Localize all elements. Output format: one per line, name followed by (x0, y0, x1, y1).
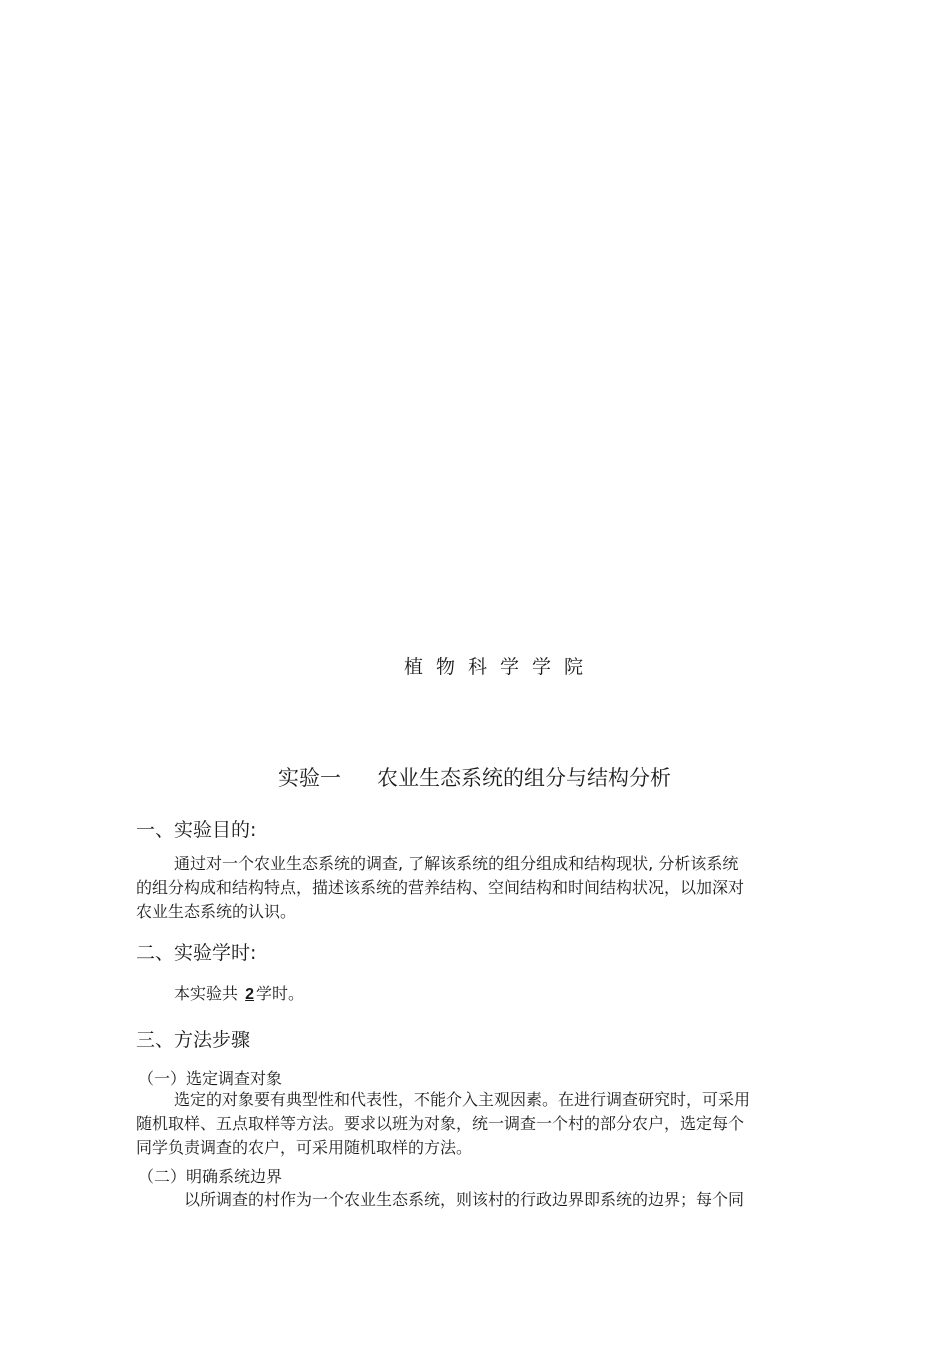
step1-line-3: 同学负责调查的农户，可采用随机取样的方法。 (136, 1138, 473, 1157)
hours-suffix: 学时。 (256, 984, 305, 1003)
hours-line (174, 982, 304, 1007)
objective-line-2: 的组分构成和结构特点，描述该系统的营养结构、空间结构和时间结构状况，以加深对 (136, 878, 745, 897)
section-heading-methods: 三、方法步骤 (136, 1029, 251, 1051)
objective-line-3: 农业生态系统的认识。 (136, 902, 297, 921)
section-heading-objective: 一、实验目的: (136, 819, 257, 841)
step1-line-1: 选定的对象要有典型性和代表性，不能介入主观因素。在进行调查研究时，可采用 (174, 1090, 751, 1109)
college-name: 植物科学学院 (403, 656, 596, 678)
experiment-name: 农业生态系统的组分与结构分析 (377, 766, 671, 790)
hours-prefix: 本实验共 (174, 984, 239, 1003)
section-heading-hours: 二、实验学时: (136, 942, 257, 964)
experiment-title (278, 762, 671, 792)
step2-heading: （二）明确系统边界 (138, 1167, 283, 1186)
experiment-number: 实验一 (278, 766, 341, 790)
hours-value: 2 (245, 986, 255, 1003)
step2-line-1: 以所调查的村作为一个农业生态系统，则该村的行政边界即系统的边界；每个同 (184, 1190, 745, 1209)
step1-heading: （一）选定调查对象 (138, 1069, 283, 1088)
step1-line-2: 随机取样、五点取样等方法。要求以班为对象，统一调查一个村的部分农户，选定每个 (136, 1114, 745, 1133)
objective-line-1: 通过对一个农业生态系统的调查, 了解该系统的组分组成和结构现状, 分析该系统 (174, 854, 739, 873)
